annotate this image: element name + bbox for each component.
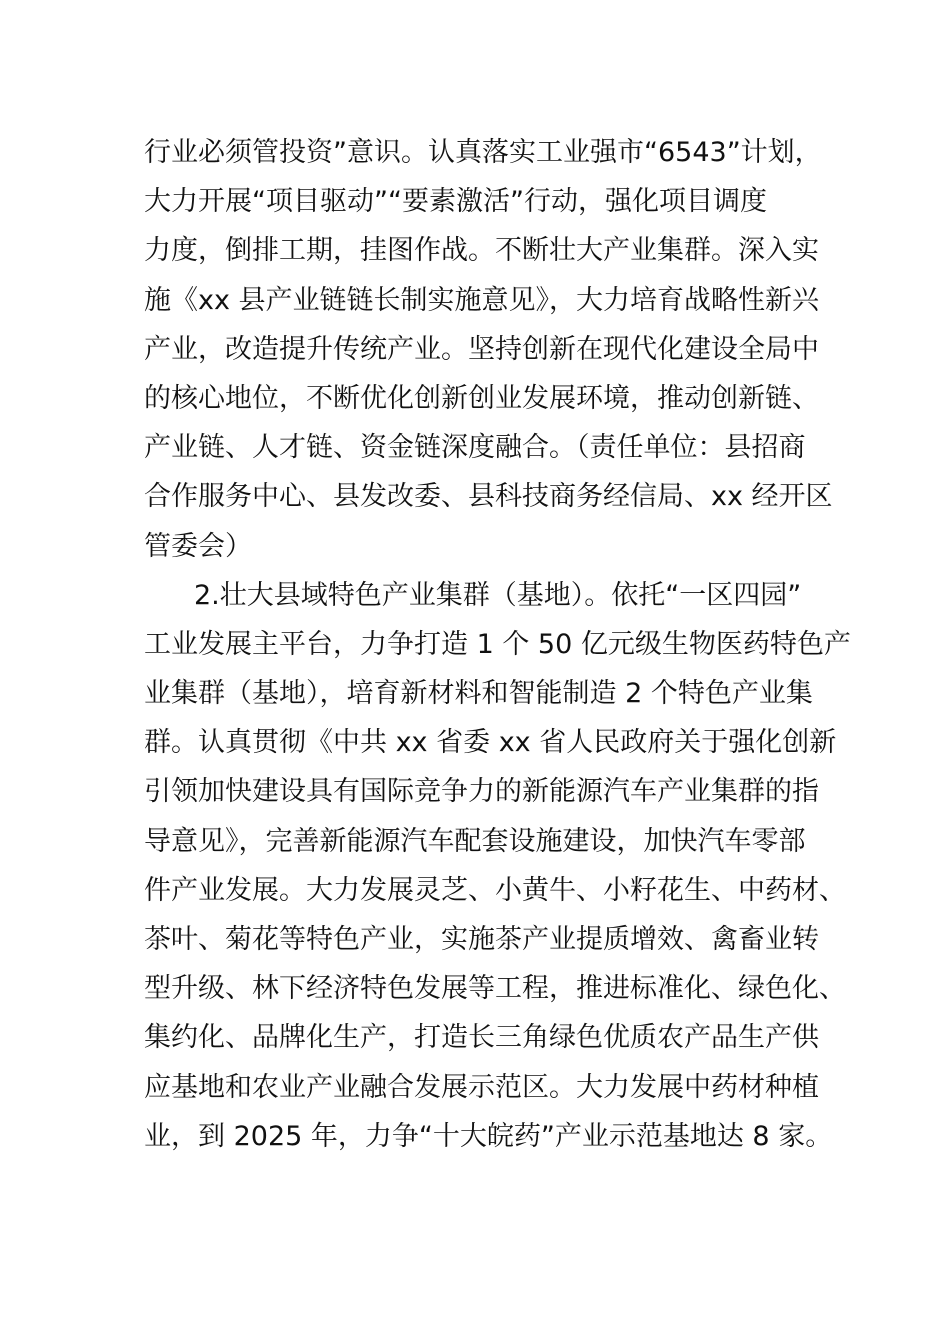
text-line: 力度，倒排工期，挂图作战。不断壮大产业集群。深入实	[144, 235, 819, 267]
text-line: 应基地和农业产业融合发展示范区。大力发展中药材种植	[144, 1071, 819, 1103]
text-line: 型升级、林下经济特色发展等工程，推进标准化、绿色化、	[144, 973, 846, 1005]
text-line: 产业链、人才链、资金链深度融合。（责任单位：县招商	[144, 432, 806, 464]
text-line: 业集群（基地），培育新材料和智能制造 2 个特色产业集	[144, 678, 813, 710]
document-body	[144, 128, 851, 1161]
text-line: 合作服务中心、县发改委、县科技商务经信局、xx 经开区	[144, 481, 833, 513]
text-line: 的核心地位，不断优化创新创业发展环境，推动创新链、	[144, 382, 819, 414]
text-line: 业，到 2025 年，力争“十大皖药”产业示范基地达 8 家。	[144, 1120, 833, 1152]
text-line: 引领加快建设具有国际竞争力的新能源汽车产业集群的指	[144, 776, 819, 808]
text-line: 茶叶、菊花等特色产业，实施茶产业提质增效、禽畜业转	[144, 924, 819, 955]
text-line: 大力开展“项目驱动”“要素激活”行动，强化项目调度	[144, 186, 767, 218]
text-line: 管委会）	[144, 530, 252, 562]
text-line: 导意见》，完善新能源汽车配套设施建设，加快汽车零部	[144, 825, 806, 857]
text-line: 件产业发展。大力发展灵芝、小黄牛、小籽花生、中药材、	[144, 874, 846, 906]
text-line: 集约化、品牌化生产，打造长三角绿色优质农产品生产供	[144, 1022, 819, 1054]
text-line: 群。认真贯彻《中共 xx 省委 xx 省人民政府关于强化创新	[144, 727, 837, 759]
text-line: 行业必须管投资”意识。认真落实工业强市“6543”计划，	[144, 137, 822, 168]
text-line: 产业，改造提升传统产业。坚持创新在现代化建设全局中	[144, 333, 819, 365]
text-line: 工业发展主平台，力争打造 1 个 50 亿元级生物医药特色产	[144, 628, 851, 660]
text-line: 施《xx 县产业链链长制实施意见》，大力培育战略性新兴	[144, 284, 820, 316]
paragraph-start-line: 2.壮大县域特色产业集群（基地）。依托“一区四园”	[194, 579, 802, 611]
